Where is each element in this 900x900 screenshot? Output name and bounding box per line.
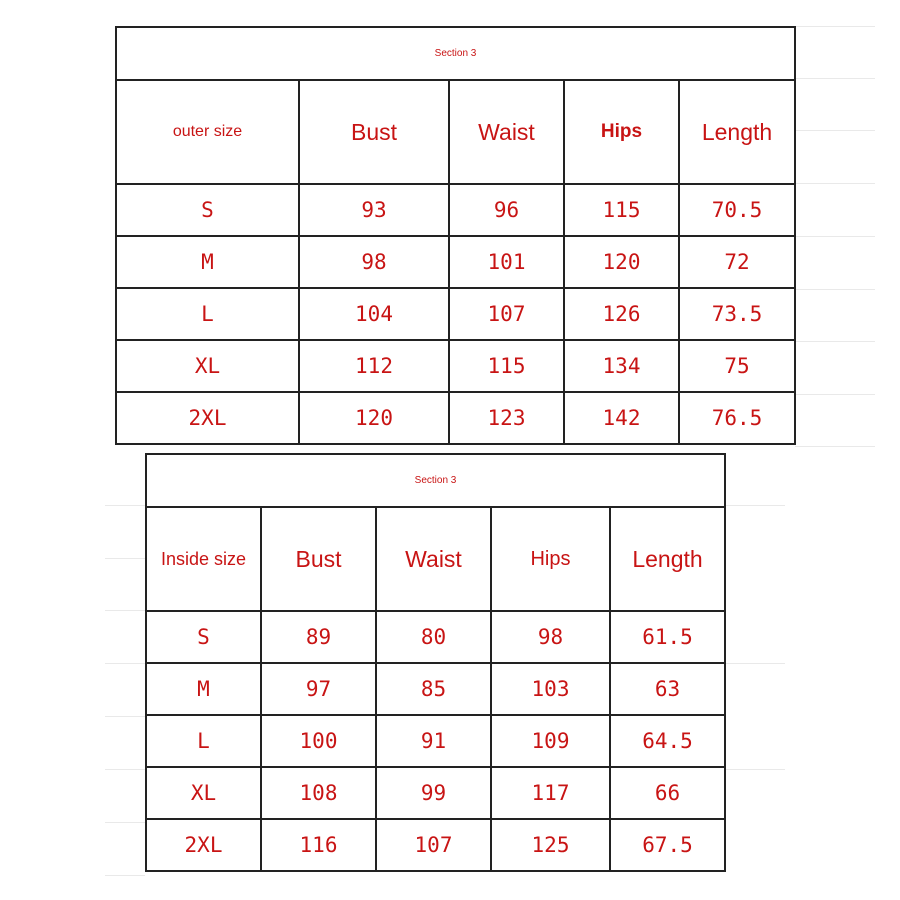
outer-size-table bbox=[115, 26, 796, 445]
size-cell: S bbox=[146, 611, 261, 663]
hips-cell: 109 bbox=[491, 715, 610, 767]
hips-cell: 115 bbox=[564, 184, 679, 236]
hips-cell: 120 bbox=[564, 236, 679, 288]
header-hips: Hips bbox=[564, 80, 679, 184]
hips-cell: 142 bbox=[564, 392, 679, 444]
header-bust: Bust bbox=[299, 80, 449, 184]
length-cell: 61.5 bbox=[610, 611, 725, 663]
hips-cell: 126 bbox=[564, 288, 679, 340]
header-waist: Waist bbox=[376, 507, 491, 611]
size-cell: M bbox=[116, 236, 299, 288]
table-row bbox=[116, 288, 795, 340]
table-row bbox=[146, 611, 725, 663]
hips-cell: 134 bbox=[564, 340, 679, 392]
length-cell: 64.5 bbox=[610, 715, 725, 767]
length-cell: 72 bbox=[679, 236, 795, 288]
table-row bbox=[116, 392, 795, 444]
length-cell: 73.5 bbox=[679, 288, 795, 340]
size-cell: 2XL bbox=[146, 819, 261, 871]
size-cell: L bbox=[146, 715, 261, 767]
length-cell: 76.5 bbox=[679, 392, 795, 444]
size-cell: M bbox=[146, 663, 261, 715]
header-bust: Bust bbox=[261, 507, 376, 611]
table-row bbox=[116, 340, 795, 392]
bust-cell: 100 bbox=[261, 715, 376, 767]
hips-cell: 117 bbox=[491, 767, 610, 819]
waist-cell: 115 bbox=[449, 340, 564, 392]
header-length: Length bbox=[610, 507, 725, 611]
section-row bbox=[146, 454, 725, 507]
size-cell: S bbox=[116, 184, 299, 236]
bust-cell: 93 bbox=[299, 184, 449, 236]
waist-cell: 91 bbox=[376, 715, 491, 767]
section-title: Section 3 bbox=[116, 27, 795, 80]
length-cell: 75 bbox=[679, 340, 795, 392]
size-cell: L bbox=[116, 288, 299, 340]
bust-cell: 112 bbox=[299, 340, 449, 392]
waist-cell: 107 bbox=[449, 288, 564, 340]
bust-cell: 120 bbox=[299, 392, 449, 444]
header-waist: Waist bbox=[449, 80, 564, 184]
waist-cell: 99 bbox=[376, 767, 491, 819]
waist-cell: 101 bbox=[449, 236, 564, 288]
header-row bbox=[116, 80, 795, 184]
header-hips: Hips bbox=[491, 507, 610, 611]
bust-cell: 89 bbox=[261, 611, 376, 663]
bust-cell: 104 bbox=[299, 288, 449, 340]
table-row bbox=[116, 236, 795, 288]
hips-cell: 98 bbox=[491, 611, 610, 663]
length-cell: 67.5 bbox=[610, 819, 725, 871]
size-cell: 2XL bbox=[116, 392, 299, 444]
bust-cell: 97 bbox=[261, 663, 376, 715]
bust-cell: 98 bbox=[299, 236, 449, 288]
length-cell: 70.5 bbox=[679, 184, 795, 236]
header-outer-size: outer size bbox=[116, 80, 299, 184]
waist-cell: 96 bbox=[449, 184, 564, 236]
header-row bbox=[146, 507, 725, 611]
waist-cell: 107 bbox=[376, 819, 491, 871]
table-row bbox=[146, 715, 725, 767]
table-row bbox=[146, 663, 725, 715]
header-inside-size: Inside size bbox=[146, 507, 261, 611]
waist-cell: 123 bbox=[449, 392, 564, 444]
bust-cell: 108 bbox=[261, 767, 376, 819]
section-row bbox=[116, 27, 795, 80]
waist-cell: 85 bbox=[376, 663, 491, 715]
length-cell: 66 bbox=[610, 767, 725, 819]
hips-cell: 103 bbox=[491, 663, 610, 715]
header-length: Length bbox=[679, 80, 795, 184]
length-cell: 63 bbox=[610, 663, 725, 715]
table-row bbox=[116, 184, 795, 236]
bust-cell: 116 bbox=[261, 819, 376, 871]
size-cell: XL bbox=[146, 767, 261, 819]
size-cell: XL bbox=[116, 340, 299, 392]
waist-cell: 80 bbox=[376, 611, 491, 663]
section-title: Section 3 bbox=[146, 454, 725, 507]
hips-cell: 125 bbox=[491, 819, 610, 871]
inside-size-table bbox=[145, 453, 726, 872]
table-row bbox=[146, 767, 725, 819]
table-row bbox=[146, 819, 725, 871]
